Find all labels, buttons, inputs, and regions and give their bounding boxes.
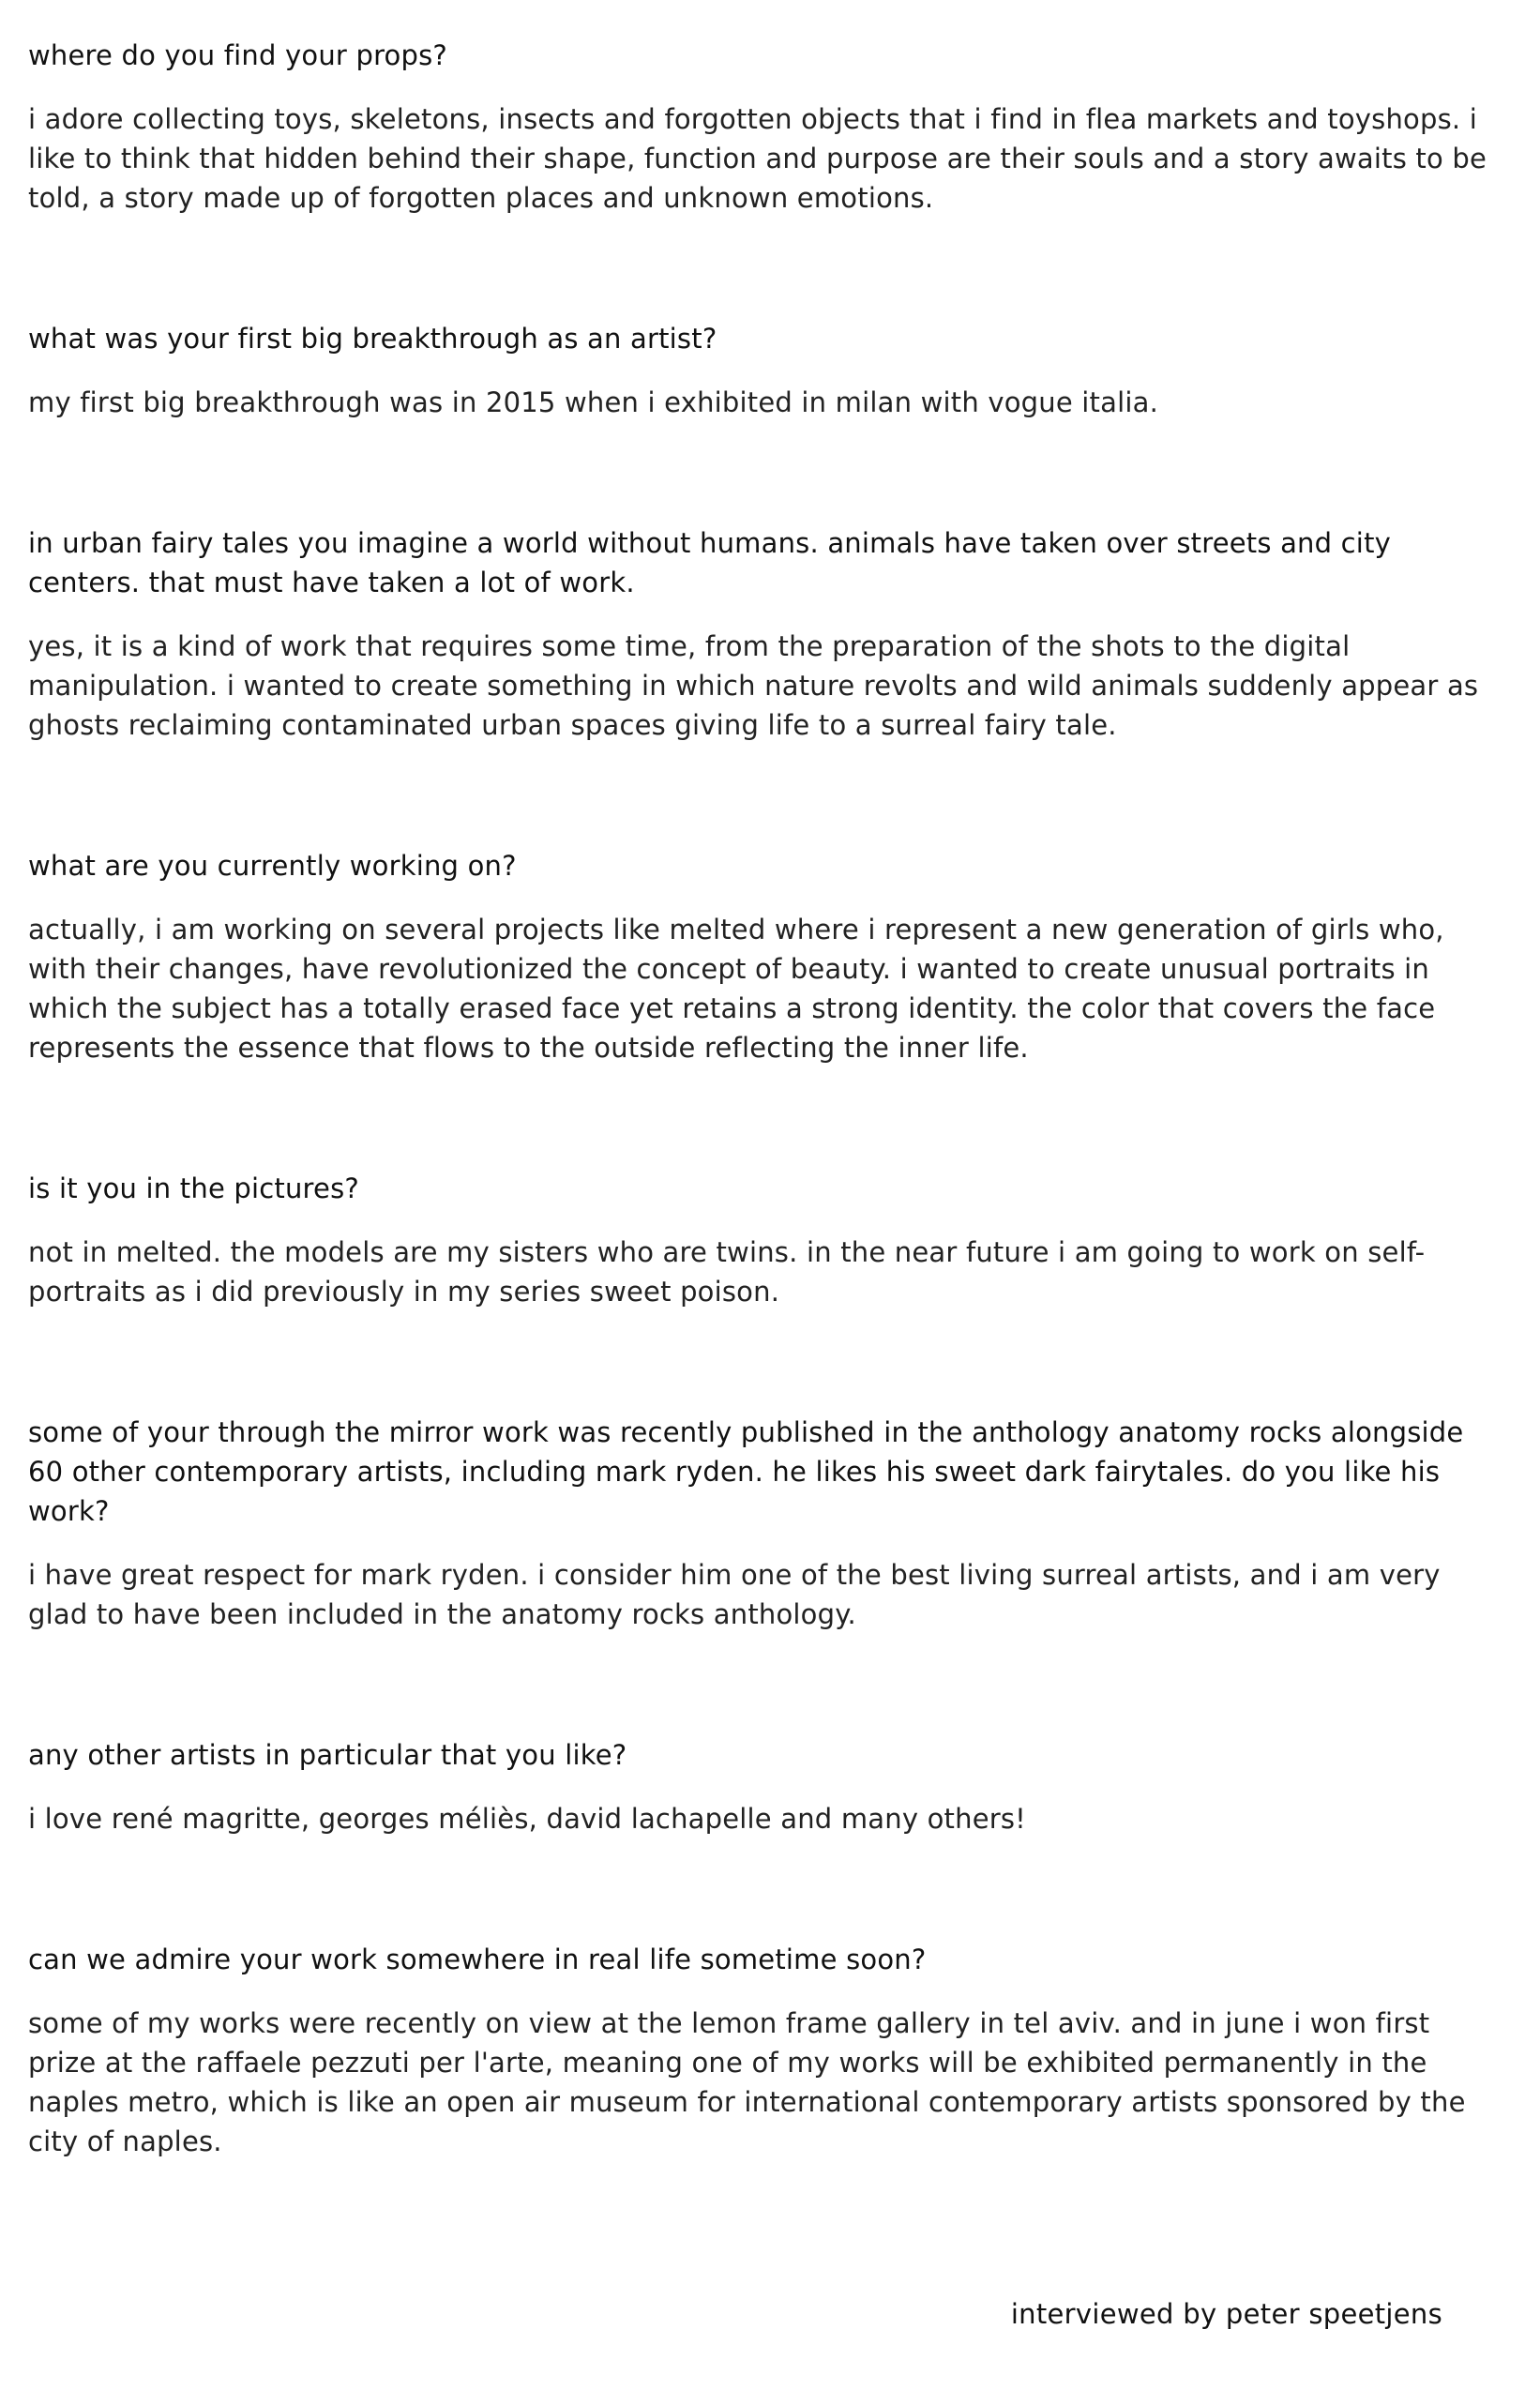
qa-block (28, 1940, 1491, 2161)
question-text: some of your through the mirror work was recently published in the anthology anatomy rocks alongside 60 other contemporary artists, including mark ryden. he likes his sweet dark fairytales. do you like his work? (28, 1416, 1464, 1527)
answer-text: i love rené magritte, georges méliès, david lachapelle and many others! (28, 1803, 1026, 1835)
question-text: any other artists in particular that you like? (28, 1739, 627, 1771)
answer-text: i adore collecting toys, skeletons, insects and forgotten objects that i find in flea markets and toyshops. i like to think that hidden behind their shape, function and purpose are their souls and a story awaits to be told, a story made up of forgotten places and unknown emotions. (28, 103, 1487, 214)
qa-block (28, 1735, 1491, 1838)
interview-article (28, 36, 1491, 2262)
qa-block (28, 319, 1491, 422)
answer-text: actually, i am working on several projects like melted where i represent a new generation of girls who, with their changes, have revolutionized the concept of beauty. i wanted to create unusual portraits in which the subject has a totally erased face yet retains a strong identity. the color that covers the face represents the essence that flows to the outside reflecting the inner life. (28, 914, 1444, 1064)
answer-text: my first big breakthrough was in 2015 when i exhibited in milan with vogue italia. (28, 386, 1159, 418)
question-text: where do you find your props? (28, 39, 448, 71)
answer-text: some of my works were recently on view at the lemon frame gallery in tel aviv. and in june i won first prize at the raffaele pezzuti per l'arte, meaning one of my works will be exhibited permanently in the naples metro, which is like an open air museum for international contemporary artists sponsored by the city of naples. (28, 2007, 1466, 2157)
qa-block (28, 1169, 1491, 1311)
answer-text: i have great respect for mark ryden. i consider him one of the best living surreal artists, and i am very glad to have been included in the anatomy rocks anthology. (28, 1559, 1441, 1630)
qa-block (28, 523, 1491, 745)
question-text: can we admire your work somewhere in real life sometime soon? (28, 1944, 927, 1975)
interviewer-credit: interviewed by peter speetjens (1010, 2298, 1442, 2330)
answer-text: not in melted. the models are my sisters who are twins. in the near future i am going to work on self-portraits as i did previously in my series sweet poison. (28, 1236, 1426, 1308)
qa-block (28, 1413, 1491, 1634)
answer-text: yes, it is a kind of work that requires some time, from the preparation of the shots to the digital manipulation. i wanted to create something in which nature revolts and wild animals suddenly appear as ghosts reclaiming contaminated urban spaces giving life to a surreal fairy tale. (28, 630, 1479, 741)
question-text: what was your first big breakthrough as an artist? (28, 323, 717, 355)
qa-block (28, 846, 1491, 1067)
qa-block (28, 36, 1491, 218)
question-text: in urban fairy tales you imagine a world without humans. animals have taken over streets and city centers. that must have taken a lot of work. (28, 527, 1392, 598)
question-text: what are you currently working on? (28, 850, 517, 882)
question-text: is it you in the pictures? (28, 1172, 359, 1204)
